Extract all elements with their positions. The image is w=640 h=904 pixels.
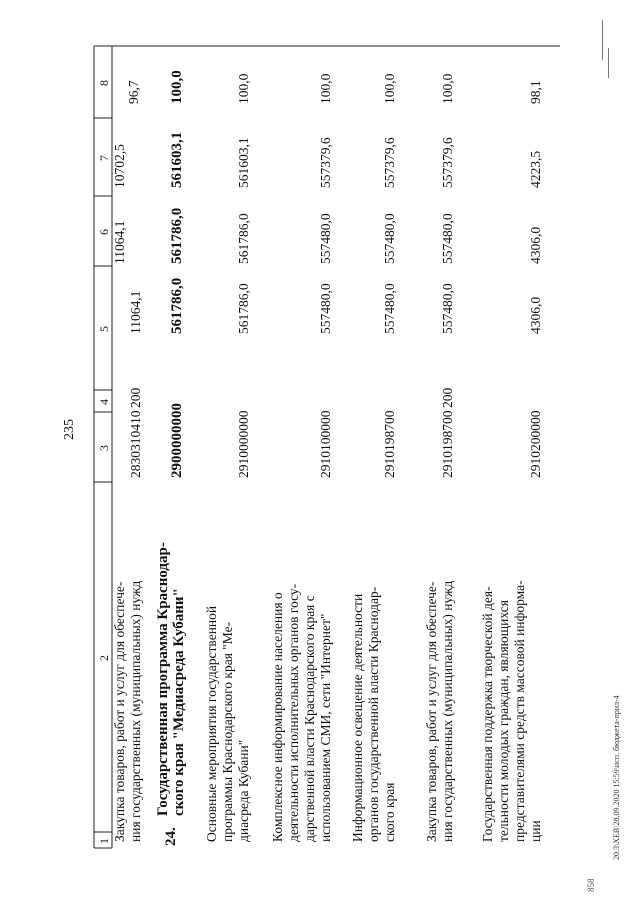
row-name-line: деятельности исполнительных органов госу- bbox=[286, 583, 301, 842]
row-value-5: 557480,0 bbox=[382, 283, 397, 334]
page-number: 235 bbox=[62, 419, 77, 440]
row-name-line: органов государственной власти Краснодар- bbox=[366, 586, 381, 842]
row-vr: 200 bbox=[128, 387, 143, 408]
row-name-line: Комплексное информирование населения о bbox=[270, 592, 285, 842]
row-value-5: 561786,0 bbox=[169, 277, 185, 334]
row-value-7: 561603,1 bbox=[169, 131, 185, 188]
row-value-6: 11064,1 bbox=[112, 220, 127, 264]
scan-artifact bbox=[602, 20, 603, 60]
row-value-5: 11064,1 bbox=[128, 290, 143, 334]
row-value-8: 100,0 bbox=[236, 73, 251, 104]
row-value-8: 100,0 bbox=[382, 73, 397, 104]
row-value-7: 557379,6 bbox=[440, 137, 455, 188]
row-value-7: 10702,5 bbox=[112, 144, 127, 188]
row-value-5: 561786,0 bbox=[236, 283, 251, 334]
row-name-line: ского края "Медиасреда Кубани" bbox=[171, 588, 187, 816]
row-name-line: представителями средств массовой информа- bbox=[512, 580, 527, 842]
row-value-6: 561786,0 bbox=[236, 213, 251, 264]
row-value-5: 557480,0 bbox=[440, 283, 455, 334]
print-footer: 20.3\ХЕВ\28.09.2020 15:59\нсп. бюджета-прил-4 bbox=[612, 695, 621, 860]
row-name-line: диасреда Кубани" bbox=[236, 739, 251, 842]
row-value-6: 557480,0 bbox=[382, 213, 397, 264]
column-number-1: 1 bbox=[97, 838, 111, 844]
scan-artifact bbox=[608, 48, 609, 78]
row-name-line: ния государственных (муниципальных) нужд bbox=[128, 580, 143, 842]
row-code: 2900000000 bbox=[169, 403, 185, 478]
row-name-line: программы Краснодарского края "Ме- bbox=[220, 621, 235, 842]
row-value-8: 100,0 bbox=[318, 73, 333, 104]
row-name-line: Государственная программа Краснодар- bbox=[155, 542, 171, 816]
row-name-line: ции bbox=[528, 820, 543, 842]
column-number-4: 4 bbox=[97, 399, 111, 405]
row-value-6: 561786,0 bbox=[169, 207, 185, 264]
row-value-5: 4306,0 bbox=[528, 296, 543, 334]
row-name-line: Основные мероприятия государственной bbox=[204, 605, 219, 842]
row-code: 2910198700 bbox=[382, 410, 397, 478]
row-value-6: 4306,0 bbox=[528, 226, 543, 264]
row-code: 2910198700 bbox=[440, 410, 455, 478]
row-name-line: Информационное освещение деятельности bbox=[350, 593, 365, 842]
row-value-8: 98,1 bbox=[528, 80, 543, 104]
column-number-8: 8 bbox=[97, 80, 111, 86]
row-name-line: ния государственных (муниципальных) нужд bbox=[440, 580, 455, 842]
corner-mark: 858 bbox=[586, 878, 596, 892]
row-name-line: Закупка товаров, работ и услуг для обеспече- bbox=[424, 581, 439, 842]
column-number-5: 5 bbox=[97, 326, 111, 332]
column-number-6: 6 bbox=[97, 229, 111, 235]
row-name-line: дарственной власти Краснодарского края с bbox=[302, 595, 317, 842]
row-code: 2910100000 bbox=[318, 410, 333, 478]
row-value-7: 557379,6 bbox=[318, 137, 333, 188]
row-code: 2910200000 bbox=[528, 410, 543, 478]
row-value-6: 557480,0 bbox=[318, 213, 333, 264]
column-number-3: 3 bbox=[97, 445, 111, 451]
row-code: 2830310410 bbox=[128, 410, 143, 478]
column-number-2: 2 bbox=[97, 655, 111, 661]
row-name-line: Государственная поддержка творческой дея- bbox=[480, 586, 495, 842]
column-number-7: 7 bbox=[97, 155, 111, 161]
row-value-6: 557480,0 bbox=[440, 213, 455, 264]
row-name-line: использованием СМИ, сети "Интернет" bbox=[318, 613, 333, 842]
row-value-7: 561603,1 bbox=[236, 137, 251, 188]
row-vr: 200 bbox=[440, 387, 455, 408]
row-value-7: 4223,5 bbox=[528, 150, 543, 188]
row-value-8: 100,0 bbox=[440, 73, 455, 104]
row-value-8: 100,0 bbox=[169, 70, 185, 104]
row-number: 24. bbox=[163, 827, 179, 846]
row-value-7: 557379,6 bbox=[382, 137, 397, 188]
row-code: 2910000000 bbox=[236, 410, 251, 478]
row-name-line: Закупка товаров, работ и услуг для обеспече- bbox=[112, 581, 127, 842]
row-name-line: ского края bbox=[382, 782, 397, 842]
row-value-5: 557480,0 bbox=[318, 283, 333, 334]
row-value-8: 96,7 bbox=[126, 80, 141, 104]
row-name-line: тельности молодых граждан, являющихся bbox=[496, 600, 511, 842]
